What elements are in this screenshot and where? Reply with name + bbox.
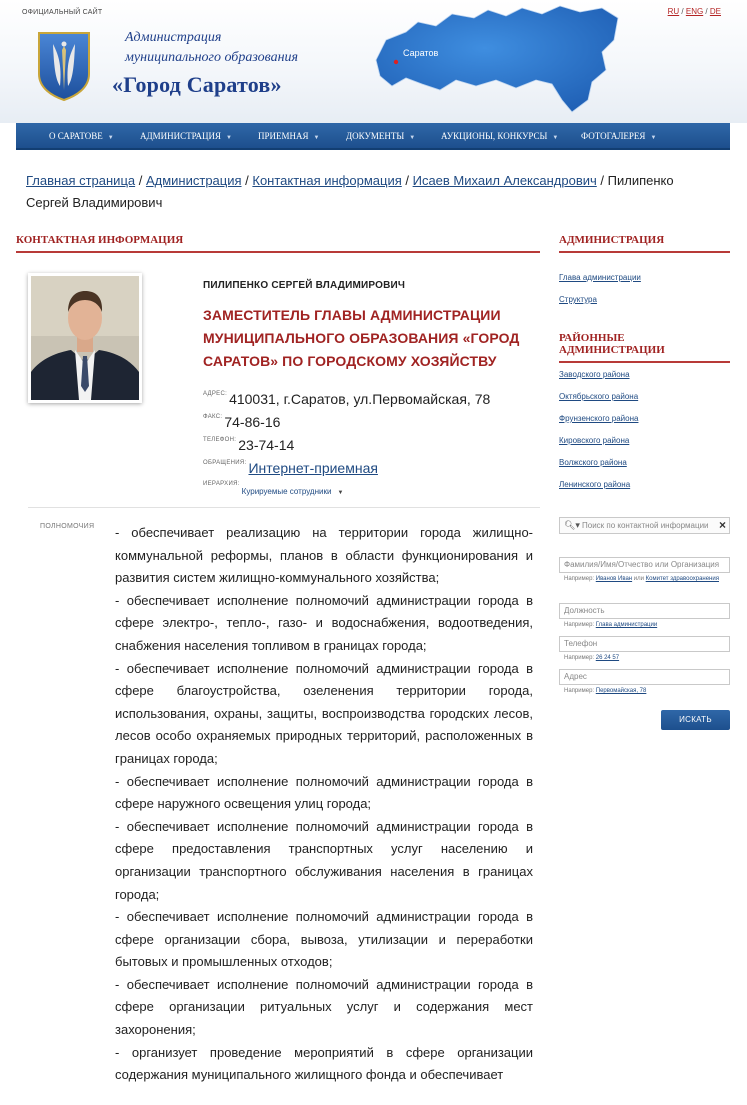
lang-eng-link[interactable]: ENG — [685, 7, 704, 16]
powers-list — [115, 522, 533, 1087]
phone-value: 23-74-14 — [238, 437, 295, 453]
nav-item-auctions[interactable]: АУКЦИОНЫ, КОНКУРСЫ ▼ — [441, 131, 559, 141]
chevron-down-icon: ▼ — [313, 135, 320, 141]
sidebar-link-oktyabrsky[interactable]: Октябрьского района — [559, 392, 639, 401]
address-field: $^{АДРЕС:}$ 410031, г.Саратов, ул.Первомайская, 78 — [203, 391, 491, 407]
sidebar-link-zavodskoy[interactable]: Заводского района — [559, 370, 630, 379]
list-item: - обеспечивает исполнение полномочий администрации города в сфере организации ритуальных услуг и содержания мест захоронения; — [115, 976, 533, 1038]
search-icon[interactable]: 🔍︎▾ — [564, 520, 580, 530]
chevron-down-icon: ▼ — [107, 135, 114, 141]
breadcrumb-home[interactable]: Главная страница — [26, 173, 136, 188]
sidebar-link-structure[interactable]: Структура — [559, 295, 597, 304]
position-hint: Например: Глава администрации — [564, 622, 658, 628]
phone-search-field[interactable]: Телефон — [559, 636, 730, 652]
official-site-label: ОФИЦИАЛЬНЫЙ САЙТ — [22, 9, 103, 16]
list-item: - организует проведение мероприятий в сфере организации содержания муниципального жилищного фонда и обеспечивает — [115, 1044, 533, 1083]
fax-value: 74-86-16 — [224, 414, 281, 430]
list-item: - обеспечивает исполнение полномочий администрации города в сфере организации сбора, вывоза, утилизации и переработки бытовых и промышленных отходов; — [115, 909, 533, 970]
nav-item-administration[interactable]: АДМИНИСТРАЦИЯ ▼ — [140, 131, 232, 141]
portrait-image-icon — [31, 276, 139, 400]
internet-reception-link[interactable]: Интернет-приемная — [248, 460, 378, 476]
address-value: 410031, г.Саратов, ул.Первомайская, 78 — [229, 391, 491, 407]
russia-map-icon — [356, 0, 626, 123]
sidebar-link-volzhsky[interactable]: Волжского района — [559, 458, 627, 467]
chevron-down-icon: ▼ — [552, 135, 559, 141]
sidebar-link-leninsky[interactable]: Ленинского района — [559, 480, 631, 489]
hierarchy-field: $^{ИЕРАРХИЯ:}$Курируемые сотрудники ▼ — [203, 481, 344, 496]
fax-field: $^{ФАКС:}$ 74-86-16 — [203, 414, 281, 430]
section-title-contacts: КОНТАКТНАЯ ИНФОРМАЦИЯ — [16, 234, 540, 253]
powers-label: ПОЛНОМОЧИЯ — [40, 523, 95, 530]
list-item: - обеспечивает исполнение полномочий администрации города в сфере благоустройства, озеленения территории города, использования, охраны, защиты, воспроизводства городских лесов, лесов особо охраняемых природных территорий, расположенных в границах города; — [115, 660, 533, 766]
address-search-field[interactable]: Адрес — [559, 669, 730, 685]
list-item: - обеспечивает исполнение полномочий администрации города в сфере наружного освещения улиц города; — [115, 773, 533, 812]
divider — [28, 507, 540, 508]
name-hint: Например: Иванов Иван или Комитет здравоохранения — [564, 576, 719, 582]
chevron-down-icon: ▼ — [226, 135, 232, 141]
lang-de-link[interactable]: DE — [709, 7, 721, 16]
search-submit-button[interactable]: ИСКАТЬ — [661, 710, 730, 730]
hierarchy-dropdown[interactable]: Курируемые сотрудники — [241, 487, 332, 496]
list-item: - обеспечивает исполнение полномочий администрации города в сфере электро-, тепло-, газо- и водоснабжения, водоотведения, снабжения населения топливом в границах города; — [115, 592, 533, 653]
name-or-org-field[interactable]: Фамилия/Имя/Отчество или Организация — [559, 557, 730, 573]
nav-item-gallery[interactable]: ФОТОГАЛЕРЕЯ ▼ — [581, 131, 657, 141]
coat-of-arms-icon[interactable] — [36, 30, 92, 102]
breadcrumb-administration[interactable]: Администрация — [145, 173, 242, 188]
breadcrumb: Главная страница / Администрация / Контактная информация / Исаев Михаил Александрович / Пилипенко Сергей Владимирович — [26, 173, 674, 210]
sidebar-link-frunzensky[interactable]: Фрунзенского района — [559, 414, 639, 423]
main-nav — [16, 123, 730, 150]
person-name: ПИЛИПЕНКО СЕРГЕЙ ВЛАДИМИРОВИЧ — [203, 280, 406, 291]
chevron-down-icon[interactable]: ▼ — [337, 490, 344, 496]
list-item: - обеспечивает исполнение полномочий администрации города в сфере предоставления транспортных услуг населению и организации транспортного обслуживания населения в границах города; — [115, 818, 533, 902]
sidebar-title-districts: РАЙОННЫЕ АДМИНИСТРАЦИИ — [559, 332, 730, 363]
chevron-down-icon: ▼ — [409, 135, 416, 141]
sidebar-link-kirovsky[interactable]: Кировского района — [559, 436, 630, 445]
site-header: ОФИЦИАЛЬНЫЙ САЙТ RU / ENG / DE Администрация муниципального образования «Город Саратов» Саратов — [0, 0, 747, 123]
language-switcher: RU / ENG / DE — [667, 7, 721, 16]
phone-hint: Например: 26 24 57 — [564, 655, 620, 661]
position-field[interactable]: Должность — [559, 603, 730, 619]
breadcrumb-isaev[interactable]: Исаев Михаил Александрович — [412, 173, 597, 188]
nav-item-about[interactable]: О САРАТОВЕ ▼ — [49, 131, 114, 141]
lang-ru-link[interactable]: RU — [667, 7, 680, 16]
sidebar-title-administration: АДМИНИСТРАЦИЯ — [559, 234, 730, 253]
sidebar-link-head[interactable]: Глава администрации — [559, 273, 641, 282]
contact-search-input[interactable]: 🔍︎▾ Поиск по контактной информации × — [559, 517, 730, 534]
person-position: ЗАМЕСТИТЕЛЬ ГЛАВЫ АДМИНИСТРАЦИИ МУНИЦИПАЛЬНОГО ОБРАЗОВАНИЯ «ГОРОД САРАТОВ» ПО ГОРОДСКОМУ ХОЗЯЙСТВУ — [203, 307, 520, 369]
address-hint: Например: Первомайская, 78 — [564, 688, 647, 694]
breadcrumb-contacts[interactable]: Контактная информация — [252, 173, 402, 188]
chevron-down-icon: ▼ — [650, 135, 657, 141]
appeals-field: $^{ОБРАЩЕНИЯ:}$ Интернет-приемная — [203, 460, 378, 476]
person-photo — [28, 273, 142, 403]
list-item: - обеспечивает реализацию на территории города жилищно-коммунальной реформы, планов в области функционирования и развития систем жилищно-коммунального хозяйства; — [115, 525, 533, 586]
nav-item-reception[interactable]: ПРИЕМНАЯ ▼ — [258, 131, 320, 141]
map-city-label: Саратов — [403, 48, 439, 58]
close-icon[interactable]: × — [718, 518, 726, 532]
phone-field: $^{ТЕЛЕФОН:}$ 23-74-14 — [203, 437, 295, 453]
nav-item-documents[interactable]: ДОКУМЕНТЫ ▼ — [346, 131, 416, 141]
breadcrumb-current: Пилипенко Сергей Владимирович — [26, 173, 674, 210]
